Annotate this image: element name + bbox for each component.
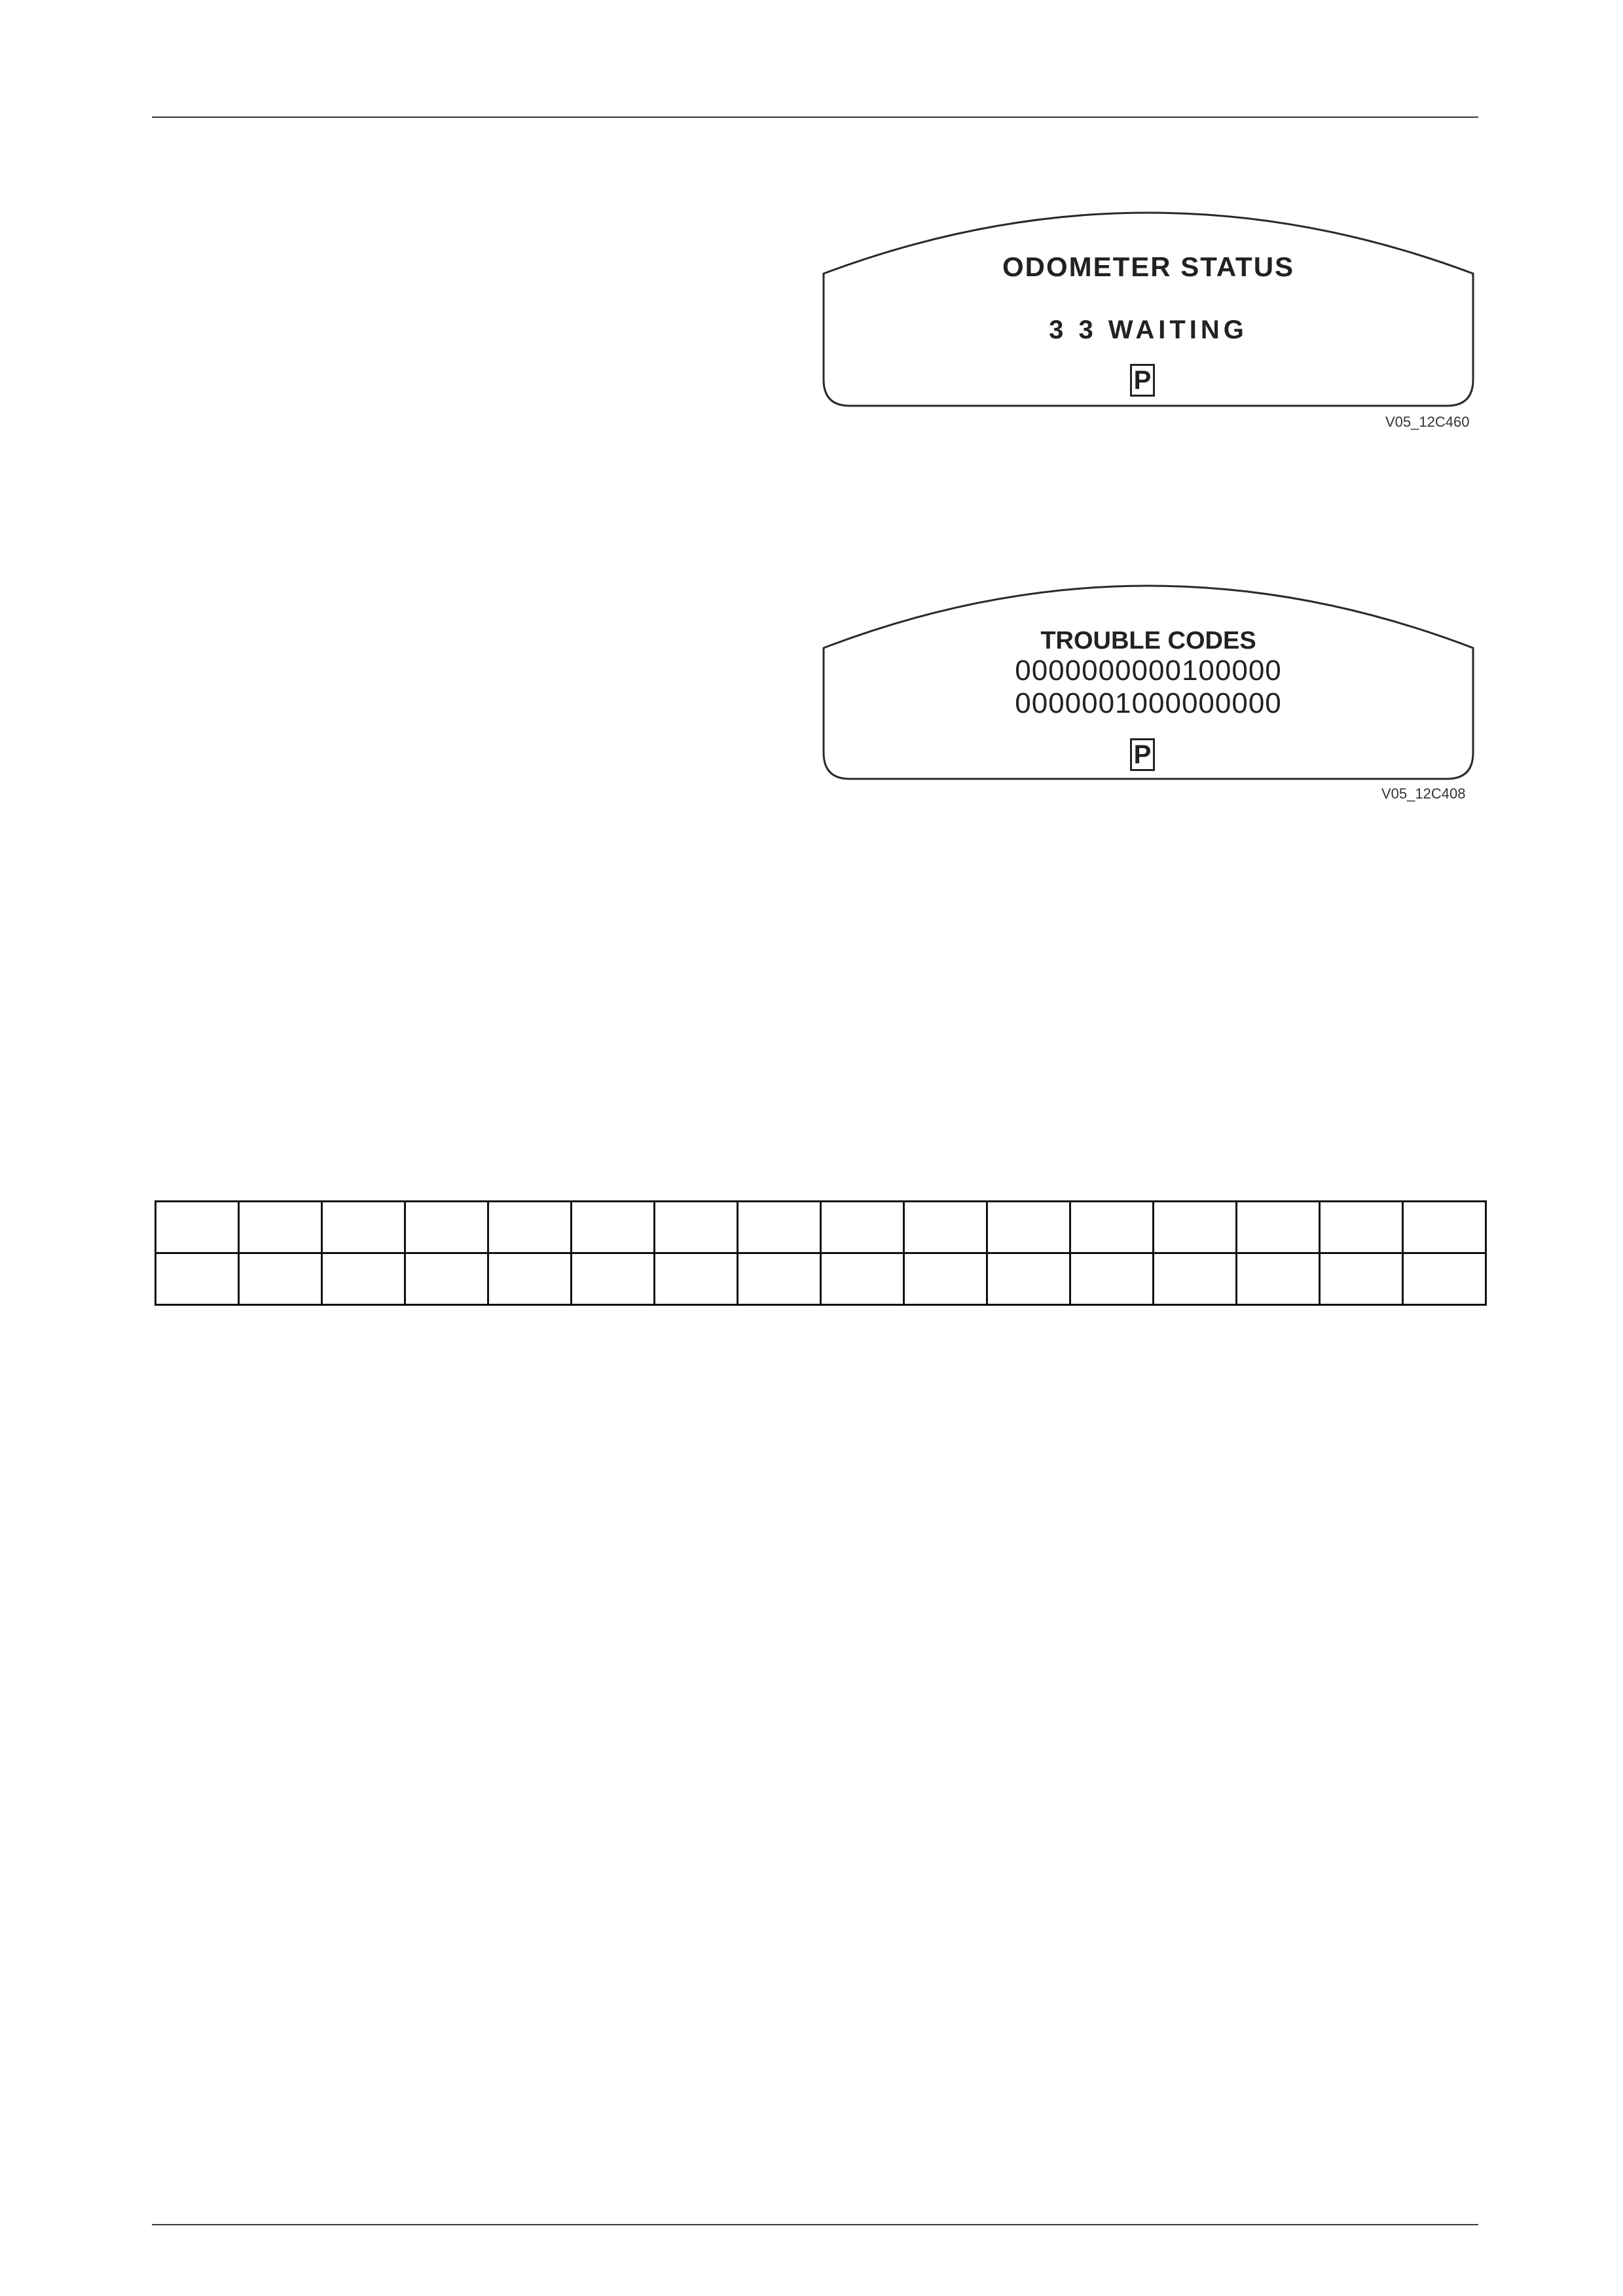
grid-cell (572, 1253, 655, 1305)
grid-cell (488, 1253, 572, 1305)
park-indicator-icon: P (1130, 364, 1155, 397)
grid-row (156, 1202, 1486, 1253)
grid-cell (156, 1202, 239, 1253)
grid-cell (738, 1253, 821, 1305)
grid-cell (1237, 1202, 1320, 1253)
trouble-code-line-1: 0000000000100000 (1015, 655, 1282, 687)
display-title: ODOMETER STATUS (1002, 251, 1295, 282)
grid-cell (821, 1253, 904, 1305)
grid-cell (239, 1202, 322, 1253)
grid-cell (1070, 1202, 1154, 1253)
figure-id: V05_12C460 (1385, 414, 1470, 430)
grid-row (156, 1253, 1486, 1305)
grid-cell (1403, 1202, 1486, 1253)
grid-cell (1403, 1253, 1486, 1305)
odometer-status-display (820, 204, 1477, 420)
odometer-status-text: 3 3 WAITING (1049, 315, 1248, 344)
trouble-codes-display (820, 577, 1477, 793)
grid-cell (987, 1253, 1070, 1305)
grid-cell (1154, 1253, 1237, 1305)
grid-cell (405, 1253, 488, 1305)
header-rule (152, 117, 1478, 118)
grid-cell (987, 1202, 1070, 1253)
grid-cell (1154, 1202, 1237, 1253)
grid-cell (405, 1202, 488, 1253)
grid-cell (904, 1202, 987, 1253)
display-title: TROUBLE CODES (1040, 627, 1256, 655)
grid-cell (655, 1253, 738, 1305)
grid-cell (904, 1253, 987, 1305)
grid-cell (322, 1202, 405, 1253)
grid-cell (1237, 1253, 1320, 1305)
trouble-code-line-2: 0000001000000000 (1015, 687, 1282, 719)
figure-id: V05_12C408 (1381, 785, 1466, 802)
grid-cell (156, 1253, 239, 1305)
grid-cell (738, 1202, 821, 1253)
grid-cell (1320, 1202, 1403, 1253)
grid-cell (1320, 1253, 1403, 1305)
grid-cell (239, 1253, 322, 1305)
grid-cell (322, 1253, 405, 1305)
park-indicator-icon: P (1130, 738, 1155, 771)
footer-rule (152, 2224, 1478, 2225)
grid-cell (488, 1202, 572, 1253)
grid-cell (1070, 1253, 1154, 1305)
grid-cell (572, 1202, 655, 1253)
grid-cell (821, 1202, 904, 1253)
code-grid (155, 1200, 1487, 1306)
grid-cell (655, 1202, 738, 1253)
